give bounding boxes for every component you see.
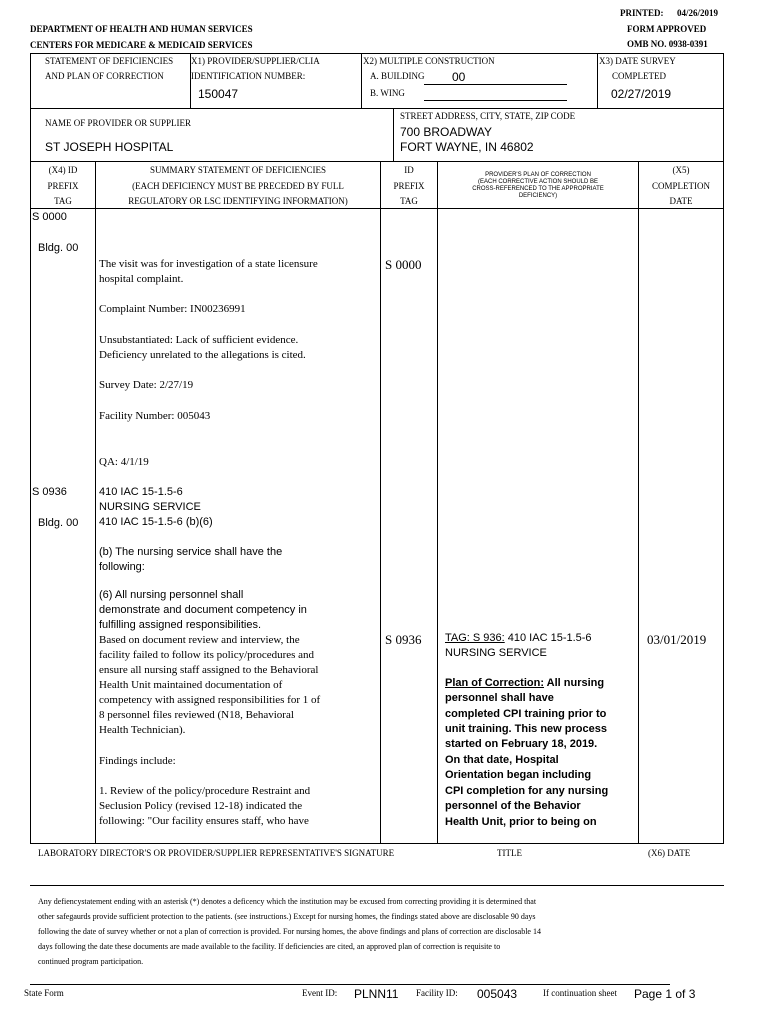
plan-line-2: personnel shall have [445,692,554,704]
facility-id-label: Facility ID: [416,988,458,998]
event-id-label: Event ID: [302,988,338,998]
intro-line-2: hospital complaint. [99,273,184,285]
review-line-1: 1. Review of the policy/procedure Restraint and [99,785,311,797]
unsubstantiated-line-2: Deficiency unrelated to the allegations is cited. [99,349,306,361]
provider-id-label: X1) PROVIDER/SUPPLIER/CLIA [191,56,320,66]
disclaimer-line-5: continued program participation. [38,957,144,966]
completion-date: 03/01/2019 [647,632,707,647]
finding-line-5: competency with assigned responsibilities for 1 of [99,694,321,706]
statement-label: STATEMENT OF DEFICIENCIES [45,56,174,66]
city-state-zip: FORT WAYNE, IN 46802 [400,140,534,154]
tag-regulation-title: NURSING SERVICE [445,647,547,659]
finding-line-3: ensure all nursing staff assigned to the Behavioral [99,664,319,676]
disclaimer-line-1: Any defiencystatement ending with an asterisk (*) denotes a deficency which the institution may be excused from correcting providing it is determined that [38,897,537,906]
qa-text: QA: 4/1/19 [99,456,149,468]
bldg-label-2: Bldg. 00 [38,517,79,529]
provider-name: ST JOSEPH HOSPITAL [45,140,174,154]
summary-header: SUMMARY STATEMENT OF DEFICIENCIES [149,165,327,175]
page-number: Page 1 of 3 [634,987,696,1001]
plan-line-5: started on February 18, 2019. [445,738,598,750]
printed-date: 04/26/2019 [677,8,719,18]
finding-line-2: facility failed to follow its policy/procedures and [99,649,315,661]
id-prefix-header: PREFIX [393,181,425,191]
review-line-3: following: "Our facility ensures staff, who have [99,815,309,827]
id-prefix-s0936: S 0936 [385,632,422,647]
title-label: TITLE [497,848,522,858]
regulation-subsection: 410 IAC 15-1.5-6 (b)(6) [99,516,213,528]
unsubstantiated-line-1: Unsubstantiated: Lack of sufficient evidence. [99,334,299,346]
x4-id-header: (X4) ID [48,165,78,175]
disclaimer-line-4: days following the date these documents are made available to the facility. If deficiencies are cited, an approved plan of correction is requisite to [38,942,501,951]
provider-number: 150047 [198,87,239,101]
id-tag-header: TAG [400,196,418,206]
regulation-title: NURSING SERVICE [99,501,201,513]
bldg-label: Bldg. 00 [38,242,79,254]
department-name: DEPARTMENT OF HEALTH AND HUMAN SERVICES [30,24,253,34]
date-header: DATE [669,196,693,206]
x4-tag-header: TAG [54,196,72,206]
plan-line-1: All nursing [544,677,605,689]
regulation-code: 410 IAC 15-1.5-6 [99,486,183,498]
plan-of-correction-label: AND PLAN OF CORRECTION [45,71,164,81]
plan-line-7: Orientation began including [445,769,592,781]
survey-date-text: Survey Date: 2/27/19 [99,379,194,391]
centers-name: CENTERS FOR MEDICARE & MEDICAID SERVICES [30,40,253,50]
identification-label: IDENTIFICATION NUMBER: [191,71,306,81]
plan-of-correction-heading: Plan of Correction: [445,677,545,689]
disclaimer-line-3: following the date of survey whether or not a plan of correction is provided. For nursing homes, the above findings and plans of correction are disclosable 14 [38,927,541,936]
plan-line-10: Health Unit, prior to being on [445,816,597,828]
street-address: 700 BROADWAY [400,125,493,139]
continuation-label: If continuation sheet [543,988,617,998]
facility-id: 005043 [477,987,518,1001]
summary-subheader: (EACH DEFICIENCY MUST BE PRECEDED BY FULL [132,181,344,191]
wing-label: B. WING [370,88,405,98]
plan-line-6: On that date, Hospital [445,754,559,766]
competency-line-2: demonstrate and document competency in [99,604,307,616]
x5-header: (X5) [672,165,690,175]
nursing-service-line-1: (b) The nursing service shall have the [99,546,283,558]
competency-line-1: (6) All nursing personnel shall [99,589,244,601]
finding-line-1: Based on document review and interview, the [99,634,300,646]
date-survey-label: X3) DATE SURVEY [599,56,676,66]
completion-header: COMPLETION [652,181,710,191]
competency-line-3: fulfilling assigned responsibilities. [99,619,262,631]
completed-label: COMPLETED [612,71,666,81]
state-form-label: State Form [24,988,64,998]
intro-line-1: The visit was for investigation of a state licensure [99,258,318,270]
plan-line-8: CPI completion for any nursing [445,785,609,797]
signature-label: LABORATORY DIRECTOR'S OR PROVIDER/SUPPLIER REPRESENTATIVE'S SIGNATURE [38,848,395,858]
plan-line-4: unit training. This new process [445,723,607,735]
tag-s0000: S 0000 [32,211,67,223]
facility-number-text: Facility Number: 005043 [99,410,211,422]
building-value: 00 [452,70,466,84]
date-label: (X6) DATE [648,848,691,858]
form-approved: FORM APPROVED [627,24,707,34]
event-id: PLNN11 [354,987,399,1001]
address-label: STREET ADDRESS, CITY, STATE, ZIP CODE [400,111,576,121]
findings-include: Findings include: [99,755,176,767]
summary-subheader-2: REGULATORY OR LSC IDENTIFYING INFORMATION) [128,196,348,206]
omb-number: OMB NO. 0938-0391 [627,39,708,49]
review-line-2: Seclusion Policy (revised 12-18) indicated the [99,800,303,812]
plan-subheader-1: (EACH CORRECTIVE ACTION SHOULD BE [477,179,599,185]
nursing-service-line-2: following: [99,561,145,573]
id-prefix-s0000: S 0000 [385,257,422,272]
complaint-number: Complaint Number: IN00236991 [99,303,246,315]
plan-line-9: personnel of the Behavior [445,800,581,812]
finding-line-6: 8 personnel files reviewed (N18, Behavioral [99,709,294,721]
tag-regulation: 410 IAC 15-1.5-6 [504,632,592,644]
plan-line-3: completed CPI training prior to [445,708,607,720]
provider-name-label: NAME OF PROVIDER OR SUPPLIER [45,118,192,128]
building-label: A. BUILDING [370,71,425,81]
tag-s0936: S 0936 [32,486,67,498]
tag-reference: TAG: S 936: [445,632,505,644]
finding-line-4: Health Unit maintained documentation of [99,679,283,691]
id-header: ID [404,165,414,175]
multiple-construction-label: X2) MULTIPLE CONSTRUCTION [363,56,495,66]
plan-subheader-3: DEFICIENCY) [518,193,558,199]
x4-prefix-header: PREFIX [47,181,79,191]
printed-label: PRINTED: [620,8,664,18]
disclaimer-line-2: other safegaurds provide sufficient protection to the patients. (see instructions.) Except for nursing homes, the findings stated above are disclosable 90 days [38,912,536,921]
plan-header: PROVIDER'S PLAN OF CORRECTION [485,172,591,178]
survey-completed-date: 02/27/2019 [611,87,672,101]
disclaimer [38,894,718,969]
plan-subheader-2: CROSS-REFERENCED TO THE APPROPRIATE [472,186,604,192]
finding-line-7: Health Technician). [99,724,186,736]
